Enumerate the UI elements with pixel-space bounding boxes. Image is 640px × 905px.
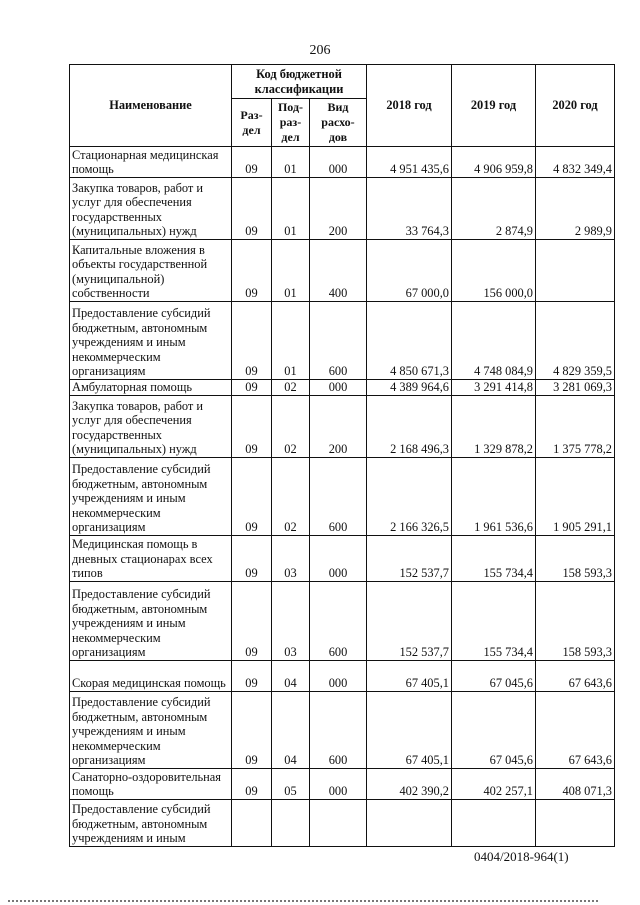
- row-value-2018: 152 537,7: [367, 582, 452, 661]
- row-value-2020: 158 593,3: [536, 582, 615, 661]
- row-vid: 000: [310, 661, 367, 692]
- row-value-2018: 402 390,2: [367, 769, 452, 800]
- row-value-2018: 4 389 964,6: [367, 380, 452, 396]
- row-value-2019: 155 734,4: [452, 536, 536, 582]
- table-body: [70, 147, 615, 847]
- row-value-2020: 4 832 349,4: [536, 147, 615, 178]
- row-razdel: 09: [232, 240, 272, 302]
- row-value-2020: 408 071,3: [536, 769, 615, 800]
- row-podrazdel: 01: [272, 178, 310, 240]
- row-razdel: 09: [232, 380, 272, 396]
- row-value-2019: 67 045,6: [452, 692, 536, 769]
- row-name: Предоставление субсидий бюджетным, автономным учреждениям и иным: [70, 800, 232, 847]
- budget-table: [69, 64, 615, 847]
- row-name: Амбулаторная помощь: [70, 380, 232, 396]
- row-value-2018: 33 764,3: [367, 178, 452, 240]
- table-row: [70, 582, 615, 661]
- row-value-2019: 402 257,1: [452, 769, 536, 800]
- row-value-2019: [452, 800, 536, 847]
- row-value-2018: 2 166 326,5: [367, 458, 452, 536]
- row-value-2019: 67 045,6: [452, 661, 536, 692]
- row-vid: 200: [310, 178, 367, 240]
- row-razdel: 09: [232, 769, 272, 800]
- row-razdel: 09: [232, 458, 272, 536]
- row-razdel: 09: [232, 582, 272, 661]
- row-vid: 600: [310, 582, 367, 661]
- row-name: Предоставление субсидий бюджетным, автономным учреждениям и иным некоммерческим организациям: [70, 458, 232, 536]
- row-value-2019: 1 961 536,6: [452, 458, 536, 536]
- table-row: [70, 536, 615, 582]
- row-podrazdel: 04: [272, 661, 310, 692]
- row-value-2020: 1 905 291,1: [536, 458, 615, 536]
- row-value-2018: 67 405,1: [367, 692, 452, 769]
- table-row: [70, 302, 615, 380]
- row-razdel: 09: [232, 536, 272, 582]
- row-vid: 600: [310, 692, 367, 769]
- row-podrazdel: 05: [272, 769, 310, 800]
- row-vid: 600: [310, 458, 367, 536]
- table-row: [70, 661, 615, 692]
- row-value-2020: [536, 800, 615, 847]
- table-row: [70, 692, 615, 769]
- row-podrazdel: 02: [272, 396, 310, 458]
- row-name: Предоставление субсидий бюджетным, автономным учреждениям и иным некоммерческим организациям: [70, 582, 232, 661]
- row-vid: 200: [310, 396, 367, 458]
- document-id: 0404/2018-964(1): [474, 849, 569, 864]
- table-row: [70, 396, 615, 458]
- scan-edge-line: [8, 900, 598, 902]
- table-row: [70, 769, 615, 800]
- row-razdel: 09: [232, 692, 272, 769]
- row-razdel: 09: [232, 396, 272, 458]
- header-budget-code: Код бюджетной классификации: [232, 65, 367, 99]
- row-razdel: 09: [232, 178, 272, 240]
- row-vid: 400: [310, 240, 367, 302]
- row-name: Санаторно-оздоровительная помощь: [70, 769, 232, 800]
- row-value-2019: 4 748 084,9: [452, 302, 536, 380]
- row-value-2018: 4 850 671,3: [367, 302, 452, 380]
- header-name: Наименование: [70, 65, 232, 147]
- row-value-2018: 4 951 435,6: [367, 147, 452, 178]
- row-value-2019: 4 906 959,8: [452, 147, 536, 178]
- row-vid: 000: [310, 380, 367, 396]
- page-number: 206: [309, 43, 331, 58]
- row-vid: 000: [310, 769, 367, 800]
- header-vid: Вид расхо- дов: [310, 99, 367, 147]
- row-value-2020: 3 281 069,3: [536, 380, 615, 396]
- row-value-2018: 2 168 496,3: [367, 396, 452, 458]
- row-podrazdel: 03: [272, 536, 310, 582]
- row-name: Закупка товаров, работ и услуг для обеспечения государственных (муниципальных) нужд: [70, 178, 232, 240]
- row-value-2019: 156 000,0: [452, 240, 536, 302]
- row-value-2020: 158 593,3: [536, 536, 615, 582]
- row-value-2019: 1 329 878,2: [452, 396, 536, 458]
- table-row: [70, 800, 615, 847]
- row-name: Капитальные вложения в объекты государственной (муниципальной) собственности: [70, 240, 232, 302]
- row-podrazdel: 01: [272, 147, 310, 178]
- row-value-2018: 152 537,7: [367, 536, 452, 582]
- row-vid: 000: [310, 536, 367, 582]
- row-value-2018: 67 000,0: [367, 240, 452, 302]
- row-name: Стационарная медицинская помощь: [70, 147, 232, 178]
- row-razdel: 09: [232, 302, 272, 380]
- row-value-2018: [367, 800, 452, 847]
- row-podrazdel: [272, 800, 310, 847]
- row-value-2020: 67 643,6: [536, 661, 615, 692]
- row-value-2020: 1 375 778,2: [536, 396, 615, 458]
- row-razdel: 09: [232, 147, 272, 178]
- row-podrazdel: 04: [272, 692, 310, 769]
- row-value-2019: 155 734,4: [452, 582, 536, 661]
- row-podrazdel: 01: [272, 302, 310, 380]
- table-row: [70, 240, 615, 302]
- row-podrazdel: 03: [272, 582, 310, 661]
- table-row: [70, 178, 615, 240]
- header-2020: 2020 год: [536, 65, 615, 147]
- row-name: Предоставление субсидий бюджетным, автономным учреждениям и иным некоммерческим организациям: [70, 692, 232, 769]
- row-vid: 000: [310, 147, 367, 178]
- row-value-2020: 2 989,9: [536, 178, 615, 240]
- row-value-2018: 67 405,1: [367, 661, 452, 692]
- row-podrazdel: 02: [272, 458, 310, 536]
- table-row: [70, 458, 615, 536]
- row-value-2020: 67 643,6: [536, 692, 615, 769]
- header-razdel: Раз- дел: [232, 99, 272, 147]
- row-name: Скорая медицинская помощь: [70, 661, 232, 692]
- header-2018: 2018 год: [367, 65, 452, 147]
- row-podrazdel: 02: [272, 380, 310, 396]
- row-name: Закупка товаров, работ и услуг для обеспечения государственных (муниципальных) нужд: [70, 396, 232, 458]
- row-razdel: [232, 800, 272, 847]
- row-value-2020: 4 829 359,5: [536, 302, 615, 380]
- table-row: [70, 147, 615, 178]
- row-name: Медицинская помощь в дневных стационарах всех типов: [70, 536, 232, 582]
- row-vid: 600: [310, 302, 367, 380]
- row-podrazdel: 01: [272, 240, 310, 302]
- row-vid: [310, 800, 367, 847]
- row-value-2020: [536, 240, 615, 302]
- row-value-2019: 3 291 414,8: [452, 380, 536, 396]
- row-value-2019: 2 874,9: [452, 178, 536, 240]
- row-razdel: 09: [232, 661, 272, 692]
- header-2019: 2019 год: [452, 65, 536, 147]
- row-name: Предоставление субсидий бюджетным, автономным учреждениям и иным некоммерческим организациям: [70, 302, 232, 380]
- table-row: [70, 380, 615, 396]
- header-podrazdel: Под- раз- дел: [272, 99, 310, 147]
